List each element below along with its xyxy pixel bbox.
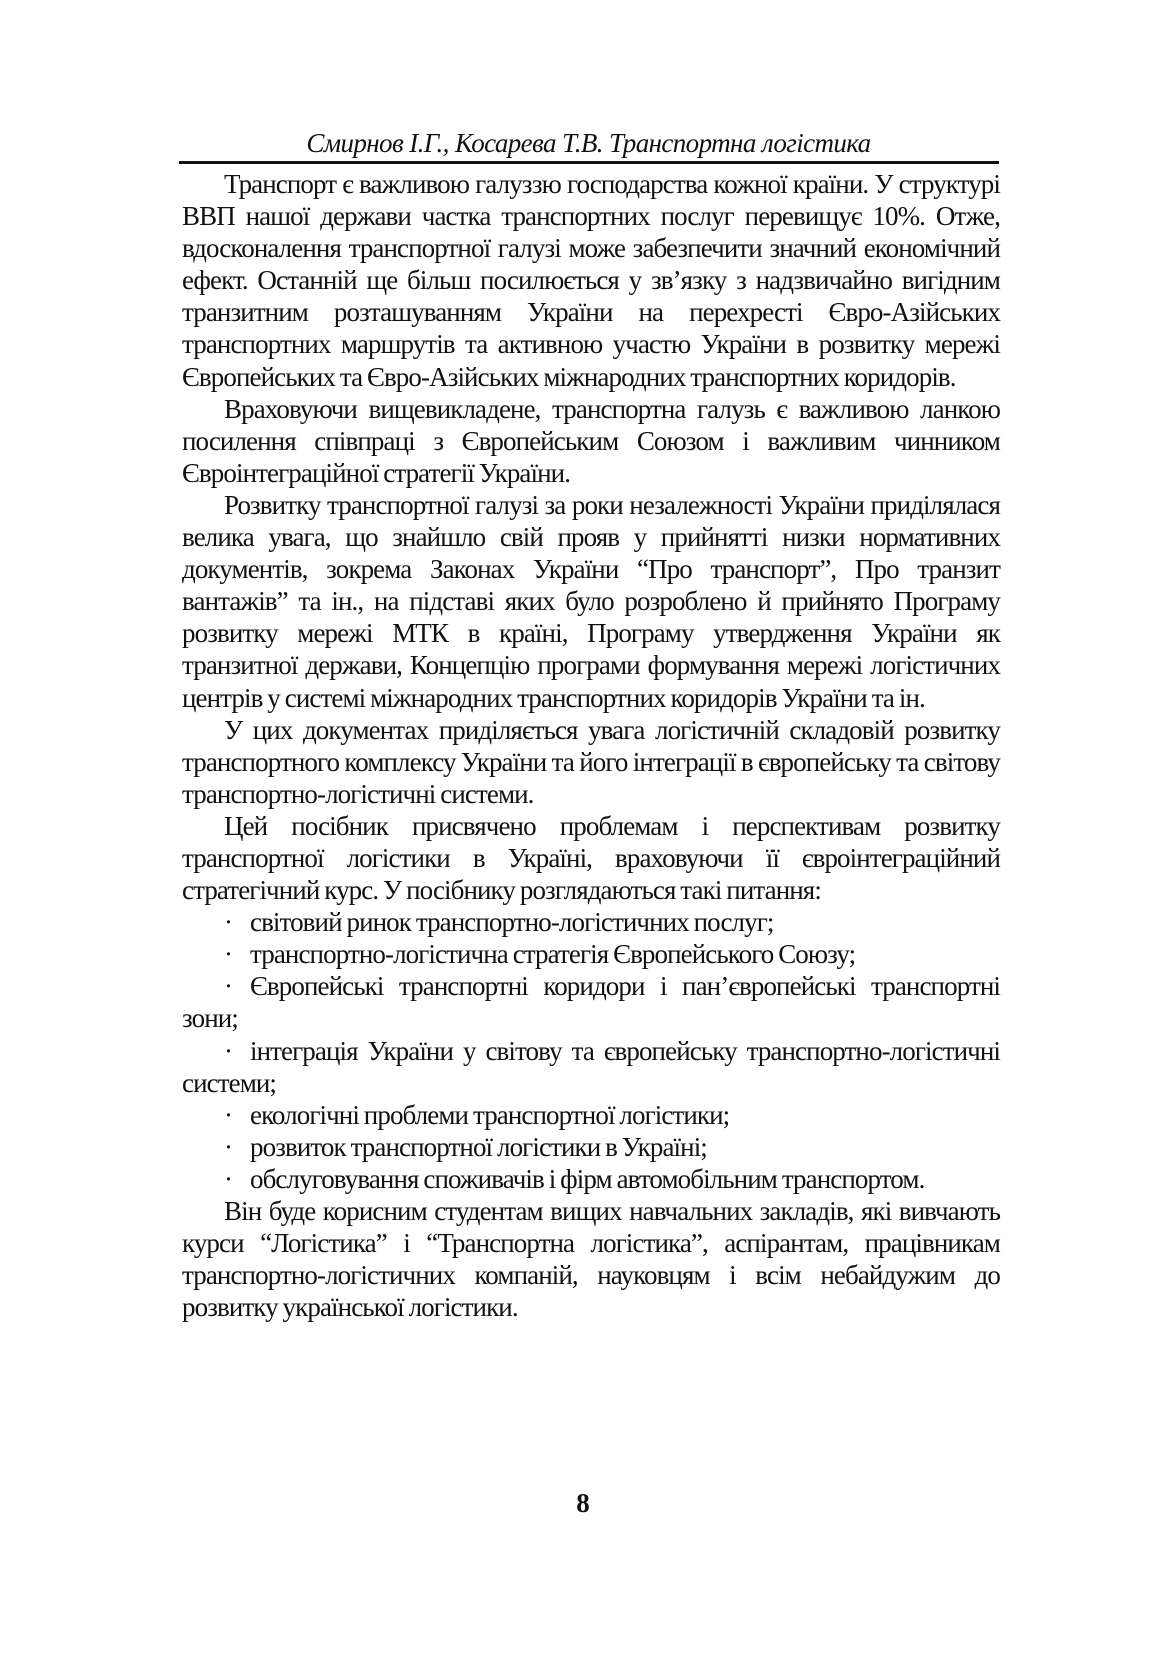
body-text (182, 168, 1000, 1323)
closing-paragraph: Він буде корисним студентам вищих навчальних закладів, які вивчають курси “Логістика” і “Транспортна логістика”, аспірантам, працівникам транспортно-логістичних компаній, науковцям і всім небайдужим до розвитку української логістики. (182, 1196, 1000, 1323)
list-item-text: світовий ринок транспортно-логістичних послуг; (250, 907, 774, 938)
header-rule (179, 161, 999, 164)
list-item (182, 970, 1000, 1034)
list-item-text: розвиток транспортної логістики в Україні; (250, 1131, 707, 1162)
list-item-text: транспортно-логістична стратегія Європейського Союзу; (250, 939, 856, 970)
bullet-icon: · (224, 971, 233, 1002)
bullet-icon: · (224, 907, 233, 938)
bullet-icon: · (224, 1099, 233, 1130)
paragraph: Транспорт є важливою галуззю господарства кожної країни. У структурі ВВП нашої держави частка транспортних послуг перевищує 10%. Отже, вдосконалення транспортної галузі може забезпечити значний економічний ефект. Останній ще більш посилюється у зв’язку з надзвичайно вигідним транзитним розташуванням України на перехресті Євро-Азійських транспортних маршрутів та активною участю України в розвитку мережі Європейських та Євро-Азійських міжнародних транспортних коридорів. (182, 169, 1000, 392)
bullet-icon: · (224, 1131, 233, 1162)
bullet-icon: · (224, 939, 233, 970)
list-item (182, 938, 1000, 970)
list-item-text: екологічні проблеми транспортної логістики; (250, 1099, 730, 1130)
list-item (182, 1163, 1000, 1195)
list-item (182, 1035, 1000, 1099)
paragraph: У цих документах приділяється увага логістичній складовій розвитку транспортного комплексу України та його інтеграції в європейську та світову транспортно-логістичні системи. (182, 714, 1000, 809)
list-item (182, 1099, 1000, 1131)
paragraph: Враховуючи вищевикладене, транспортна галузь є важливою ланкою посилення співпраці з Європейським Союзом і важливим чинником Євроінтеграційної стратегії України. (182, 393, 1000, 488)
running-header: Смирнов І.Г., Косарева Т.В. Транспортна логістика (306, 128, 871, 158)
bullet-icon: · (224, 1035, 233, 1066)
list-item-text: обслуговування споживачів і фірм автомобільним транспортом. (250, 1163, 925, 1194)
bullet-icon: · (224, 1163, 233, 1194)
list-item (182, 1131, 1000, 1163)
list-item-text: Європейські транспортні коридори і пан’європейські транспортні зони; (182, 971, 1000, 1034)
page-number: 8 (576, 1488, 590, 1518)
paragraph: Цей посібник присвячено проблемам і перспективам розвитку транспортної логістики в Україні, враховуючи її євроінтеграційний стратегічний курс. У посібнику розглядаються такі питання: (182, 810, 1000, 906)
list-item-text: інтеграція України у світову та європейську транспортно-логістичні системи; (182, 1035, 1000, 1098)
paragraph: Розвитку транспортної галузі за роки незалежності України приділялася велика увага, що знайшло свій прояв у прийнятті низки нормативних документів, зокрема Законах України “Про транспорт”, Про транзит вантажів” та ін., на підставі яких було розроблено й прийнято Програму розвитку мережі МТК в країні, Програму утвердження України як транзитної держави, Концепцію програми формування мережі логістичних центрів у системі міжнародних транспортних коридорів України та ін. (182, 489, 1000, 713)
list-item (182, 906, 1000, 938)
